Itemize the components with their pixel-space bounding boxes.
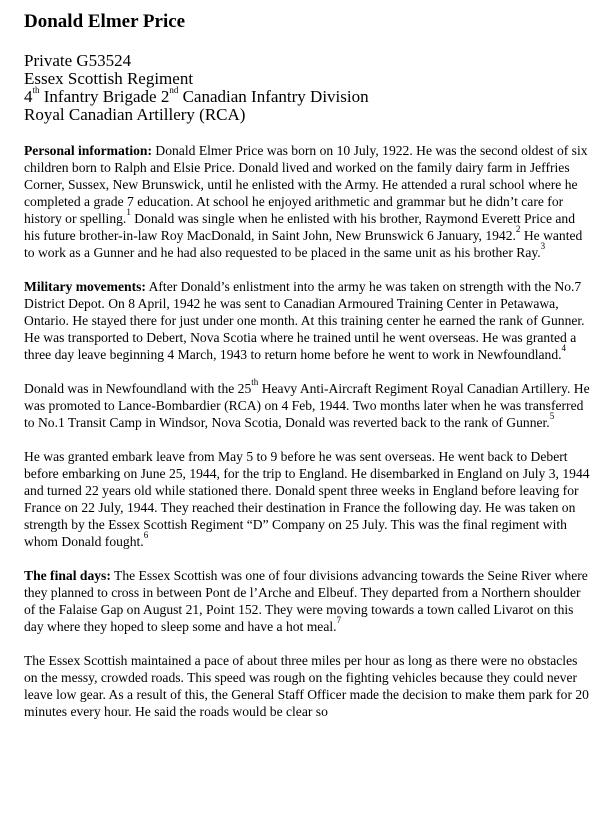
document-body	[24, 142, 594, 720]
brigade-division	[24, 85, 594, 106]
paragraph-heading: Military movements:	[24, 279, 146, 294]
footnote-ref[interactable]: 1	[126, 207, 131, 218]
regiment-name: Essex Scottish Regiment	[24, 69, 194, 88]
service-header	[24, 52, 594, 124]
paragraph-text: He wanted to work as a Gunner and he had also requested to be placed in the same unit as his brother Ray.	[24, 228, 583, 260]
paragraph-text: Donald was in Newfoundland with the 25	[24, 381, 252, 396]
brigade-number: 4	[24, 87, 33, 106]
page-title: Donald Elmer Price	[24, 11, 186, 32]
ordinal-suffix: th	[251, 377, 259, 388]
footnote-ref[interactable]: 5	[549, 411, 555, 422]
footnote-ref[interactable]: 6	[143, 530, 149, 541]
final-days-paragraph	[24, 567, 594, 635]
division-ordinal: nd	[169, 85, 179, 96]
newfoundland-paragraph	[24, 377, 594, 431]
paragraph-text: The Essex Scottish was one of four divisions advancing towards the Seine River where they planned to cross in between Pont de l’Arche and Elbeuf. They departed from a Northern shoulder of the Falaise Gap on August 21, Point 152. They were moving towards a town called Livarot on this day where they hoped to sleep some and have a hot meal.	[24, 568, 588, 634]
paragraph-text: After Donald’s enlistment into the army he was taken on strength with the No.7 District Depot. On 8 April, 1942 he was sent to Canadian Armoured Training Center in Petawawa, Ontario. He stayed there for just under one month. At this training center he earned the rank of Gunner. He was transported to Debert, Nova Scotia where he trained until he went overseas. He was granted a three day leave beginning 4 March, 1943 to return home before he went to work in Newfoundland.	[24, 279, 585, 362]
paragraph-text: He was granted embark leave from May 5 to 9 before he was sent overseas. He went back to Debert before embarking on June 25, 1944, for the trip to England. He disembarked in England on July 3, 1944 and turned 22 years old while stationed there. Donald spent three weeks in England before leaving for France on 22 July, 1944. They reached their destination in France the following day. He was taken on strength by the Essex Scottish Regiment “D” Company on 25 July. This was the final regiment with whom Donald fought.	[24, 449, 590, 549]
service-number: Private G53524	[24, 51, 132, 70]
division-text: Canadian Infantry Division	[178, 87, 369, 106]
military-movements-paragraph	[24, 278, 594, 363]
artillery-name: Royal Canadian Artillery (RCA)	[24, 105, 246, 124]
brigade-ordinal: th	[32, 85, 40, 96]
paragraph-heading: The final days:	[24, 568, 111, 583]
paragraph-text: The Essex Scottish maintained a pace of about three miles per hour as long as there were no obstacles on the messy, crowded roads. This speed was rough on the fighting vehicles because they could never leave low gear. As a result of this, the General Staff Officer made the decision to make them park for 20 minutes every hour. He said the roads would be clear so	[24, 653, 589, 719]
document-page	[24, 10, 594, 737]
embark-leave-paragraph	[24, 448, 594, 550]
paragraph-text: Heavy Anti-Aircraft Regiment Royal Canadian Artillery. He was promoted to Lance-Bombardier (RCA) on 4 Feb, 1944. Two months later when he was transferred to No.1 Transit Camp in Windsor, Nova Scotia, Donald was reverted back to the rank of Gunner.	[24, 381, 590, 430]
pace-paragraph	[24, 652, 594, 720]
footnote-ref[interactable]: 2	[515, 224, 521, 235]
footnote-ref[interactable]: 3	[540, 241, 546, 252]
footnote-ref[interactable]: 4	[561, 343, 567, 354]
footnote-ref[interactable]: 7	[336, 615, 342, 626]
brigade-text: Infantry Brigade 2	[39, 87, 170, 106]
paragraph-text: Donald was single when he enlisted with his brother, Raymond Everett Price and his future brother-in-law Roy MacDonald, in Saint John, New Brunswick 6 January, 1942.	[24, 211, 576, 243]
personal-information-paragraph	[24, 142, 594, 261]
paragraph-heading: Personal information:	[24, 143, 152, 158]
paragraph-text: Donald Elmer Price was born on 10 July, 1922. He was the second oldest of six children born to Ralph and Elsie Price. Donald lived and worked on the family dairy farm in Jeffries Corner, Sussex, New Brunswick, until he enlisted with the Army. He attended a rural school where he completed a grade 7 education. At school he enjoyed arithmetic and grammar but he didn’t care for history or spelling.	[24, 143, 588, 226]
